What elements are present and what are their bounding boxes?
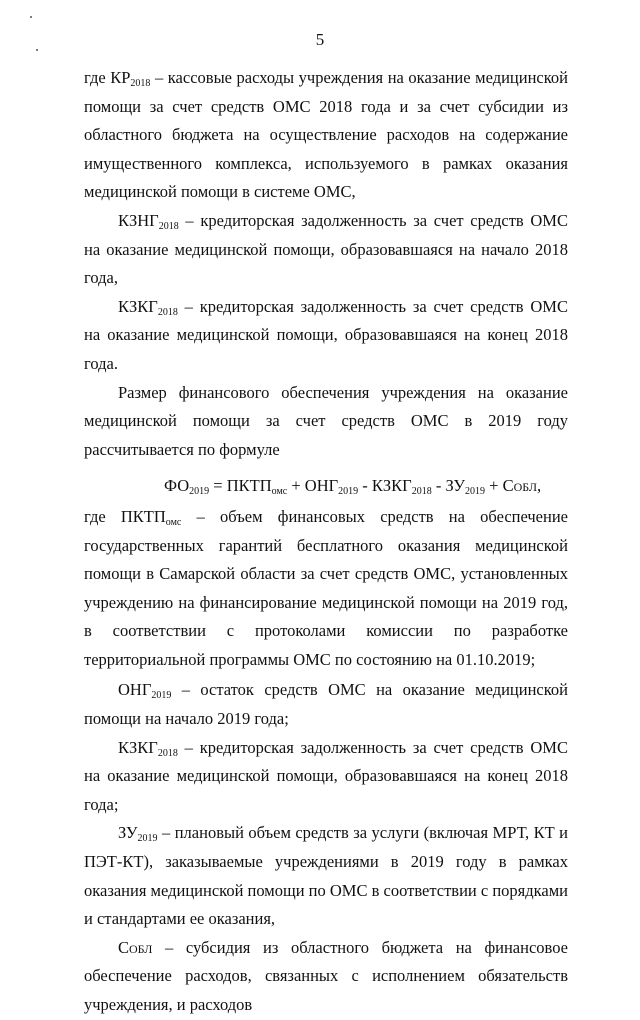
paragraph-zu: $ЗУ_{2019}$ – плановый объем средств за услуги (включая МРТ, КТ и ПЭТ-КТ), заказываемые учреждениями в 2019 году в рамках оказания медицинской помощи по ОМС в соответствии с порядками и стандартами ее оказания,	[84, 823, 568, 929]
paragraph-kzkg: $КЗКГ_{2018}$ – кредиторская задолженность за счет средств ОМС на оказание медицинской помощи, образовавшаяся на конец 2018 года.	[84, 296, 568, 373]
paragraph-kzkg-2: $КЗКГ_{2018}$ – кредиторская задолженность за счет средств ОМС на оказание медицинской помощи, образовавшаяся на конец 2018 года;	[84, 737, 568, 814]
scan-speck	[30, 16, 32, 18]
paragraph-sobl: Собл – субсидия из областного бюджета на финансовое обеспечение расходов, связанных с исполнением обязательств учреждения, и расходов	[84, 937, 568, 1014]
paragraph-pktp: где $ПКТП_{омс}$ – объем финансовых средств на обеспечение государственных гарантий бесплатного оказания медицинской помощи в Самарской области за счет средств ОМС, установленных учреждению на финансирование медицинской помощи на 2019 год, в соответствии с протоколами комиссии по разработке территориальной программы ОМС по состоянию на 01.10.2019;	[84, 506, 568, 669]
formula: $ФО_{2019}$ = $ПКТП_{омс} + ОНГ_{2019}$ - $КЗКГ_{2018} - ЗУ_{2019}$ + Собл,	[164, 476, 542, 498]
paragraph-kzng: $КЗНГ_{2018}$ – кредиторская задолженность за счет средств ОМС на оказание медицинской помощи, образовавшаяся на начало 2018 года,	[84, 210, 568, 288]
page-number: 5	[315, 30, 325, 49]
paragraph-kr: где $КР_{2018}$ – кассовые расходы учреждения на оказание медицинской помощи за счет средств ОМС 2018 года и за счет субсидии из областного бюджета на осуществление расходов на содержание имущественного комплекса, используемого в рамках оказания медицинской помощи в системе ОМС,	[84, 68, 568, 202]
paragraph-ong: $ОНГ_{2019}$ – остаток средств ОМС на оказание медицинской помощи на начало 2019 года;	[84, 680, 568, 729]
document-body	[84, 64, 568, 1020]
paragraph-intro-formula: Размер финансового обеспечения учреждения на оказание медицинской помощи за счет средств ОМС в 2019 году рассчитывается по формуле	[84, 382, 568, 459]
